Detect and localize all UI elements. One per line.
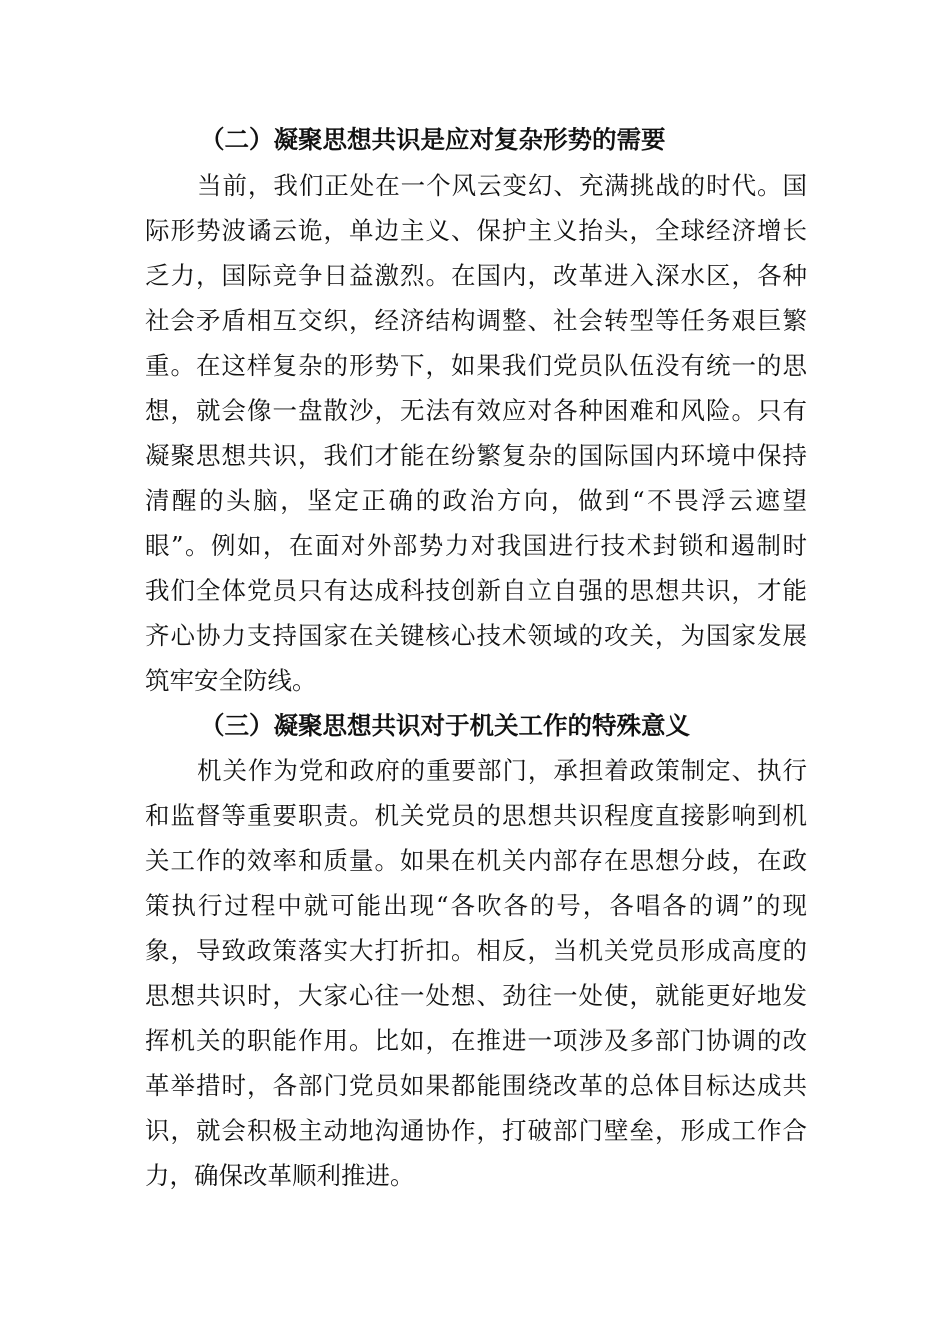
paragraph-line: 力，确保改革顺利推进。 <box>145 1161 415 1190</box>
paragraph-line: 筑牢安全防线。 <box>145 666 317 695</box>
paragraph-line: 挥机关的职能作用。比如，在推进一项涉及多部门协调的改 <box>145 1026 807 1055</box>
section-heading-3: （三）凝聚思想共识对于机关工作的特殊意义 <box>200 711 690 740</box>
paragraph-line: 社会矛盾相互交织，经济结构调整、社会转型等任务艰巨繁 <box>145 306 807 335</box>
paragraph-line: 乏力，国际竞争日益激烈。在国内，改革进入深水区，各种 <box>145 261 807 290</box>
paragraph-line: 我们全体党员只有达成科技创新自立自强的思想共识，才能 <box>145 576 807 605</box>
paragraph-line: 识，就会积极主动地沟通协作，打破部门壁垒，形成工作合 <box>145 1116 807 1145</box>
section-heading-2: （二）凝聚思想共识是应对复杂形势的需要 <box>200 125 666 154</box>
paragraph-line: 和监督等重要职责。机关党员的思想共识程度直接影响到机 <box>145 801 807 830</box>
paragraph-line: 象，导致政策落实大打折扣。相反，当机关党员形成高度的 <box>145 936 807 965</box>
paragraph-line: 思想共识时，大家心往一处想、劲往一处使，就能更好地发 <box>145 981 807 1010</box>
paragraph-line: 凝聚思想共识，我们才能在纷繁复杂的国际国内环境中保持 <box>145 441 807 470</box>
paragraph-line: 际形势波谲云诡，单边主义、保护主义抬头，全球经济增长 <box>145 216 807 245</box>
paragraph-line: 清醒的头脑，坚定正确的政治方向，做到“不畏浮云遮望 <box>145 486 807 515</box>
paragraph-line: 机关作为党和政府的重要部门，承担着政策制定、执行 <box>197 756 807 785</box>
paragraph-line: 革举措时，各部门党员如果都能围绕改革的总体目标达成共 <box>145 1071 807 1100</box>
paragraph-line: 策执行过程中就可能出现“各吹各的号，各唱各的调”的现 <box>145 891 807 920</box>
paragraph-line: 想，就会像一盘散沙，无法有效应对各种困难和风险。只有 <box>145 396 807 425</box>
paragraph-line: 关工作的效率和质量。如果在机关内部存在思想分歧，在政 <box>145 846 807 875</box>
paragraph-line: 重。在这样复杂的形势下，如果我们党员队伍没有统一的思 <box>145 351 807 380</box>
paragraph-line: 眼”。例如，在面对外部势力对我国进行技术封锁和遏制时 <box>145 531 807 560</box>
paragraph-line: 当前，我们正处在一个风云变幻、充满挑战的时代。国 <box>197 171 807 200</box>
paragraph-line: 齐心协力支持国家在关键核心技术领域的攻关，为国家发展 <box>145 621 807 650</box>
